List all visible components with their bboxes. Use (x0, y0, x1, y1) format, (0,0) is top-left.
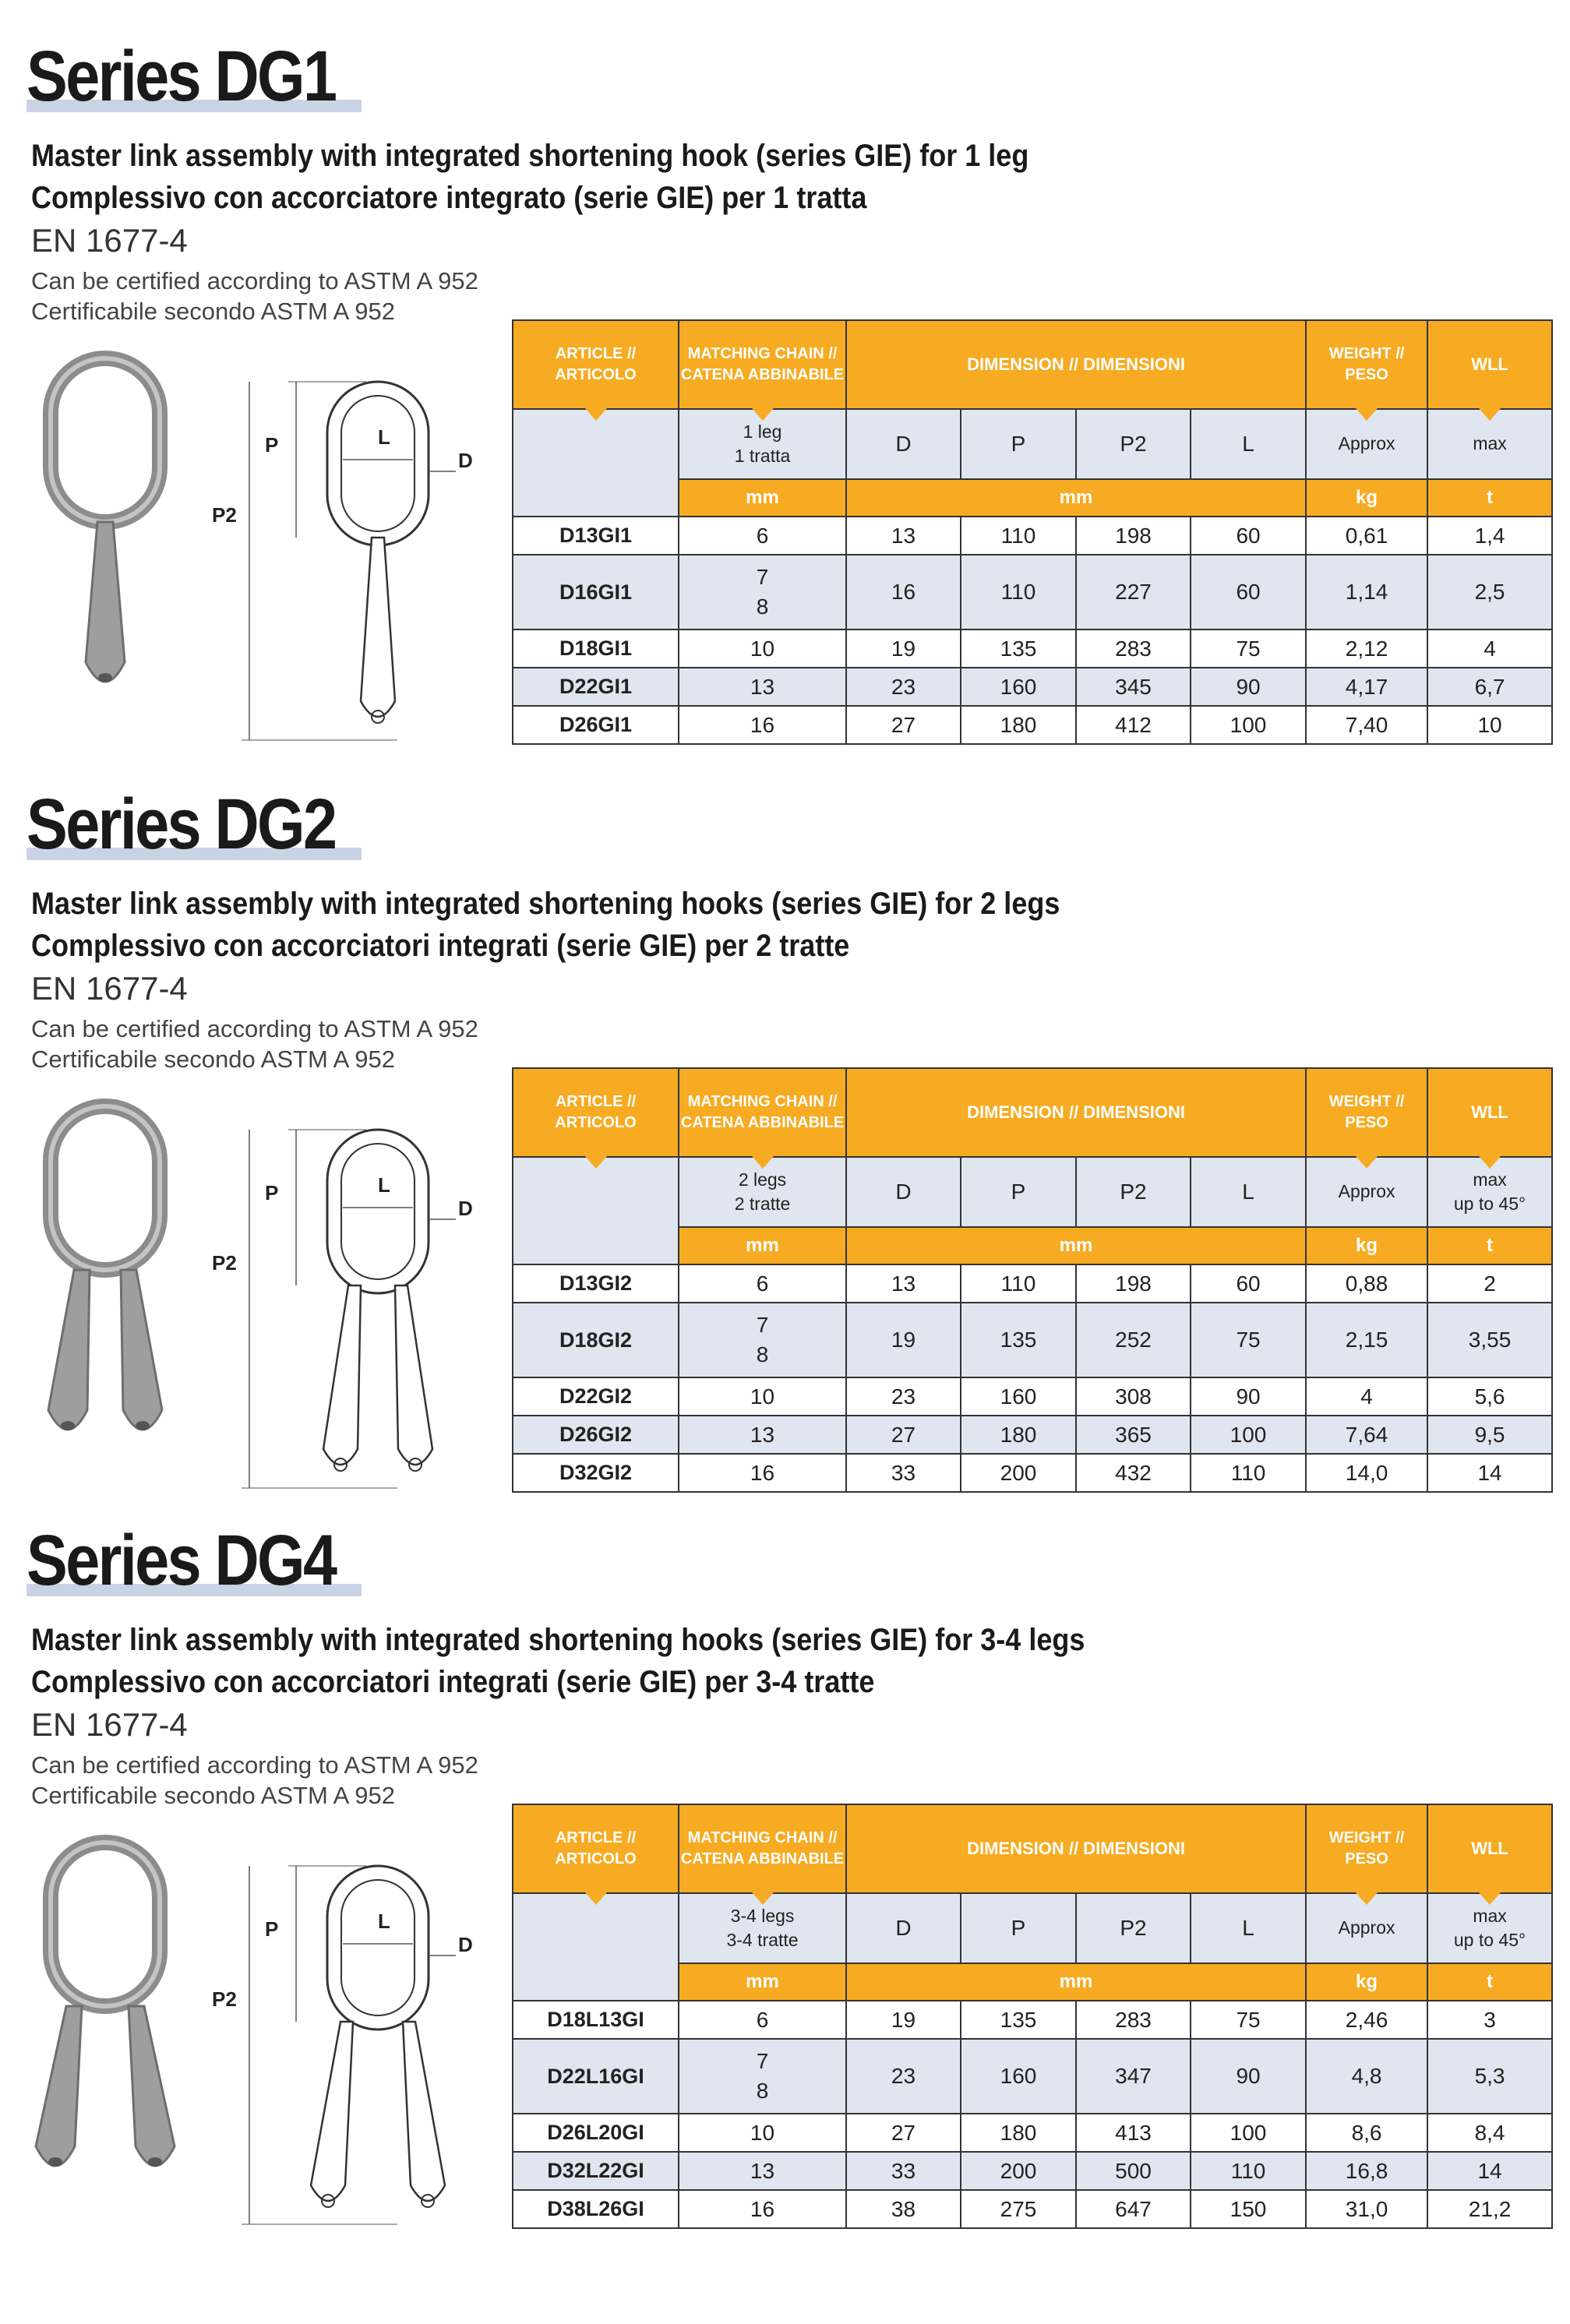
subtitle-italian: Complessivo con accorciatori integrati (serie GIE) per 2 tratte (31, 929, 850, 963)
unit-weight: kg (1306, 479, 1427, 517)
header-matching-chain: MATCHING CHAIN // CATENA ABBINABILE (679, 320, 846, 409)
cell-p: 180 (961, 1416, 1076, 1454)
header-article: ARTICLE // ARTICOLO (513, 1804, 679, 1893)
specification-table (512, 1067, 1553, 1493)
cell-p2: 198 (1076, 517, 1191, 555)
cell-p: 180 (961, 706, 1076, 744)
cell-d: 27 (846, 2114, 961, 2152)
cell-wll: 3,55 (1427, 1303, 1552, 1377)
cell-l: 60 (1191, 555, 1306, 629)
cell-l: 90 (1191, 1377, 1306, 1416)
cell-p: 200 (961, 1454, 1076, 1492)
cell-chain: 7 8 (679, 1303, 846, 1377)
cell-l: 60 (1191, 1264, 1306, 1303)
cell-p: 275 (961, 2190, 1076, 2228)
label-l: L (378, 1173, 390, 1197)
table-row (513, 668, 1552, 706)
header-weight: WEIGHT // PESO (1306, 320, 1427, 409)
cell-p: 200 (961, 2152, 1076, 2190)
product-illustration (31, 1819, 514, 2287)
label-d: D (458, 1197, 473, 1220)
cell-d: 23 (846, 2039, 961, 2114)
cell-d: 19 (846, 1303, 961, 1377)
cell-weight: 16,8 (1306, 2152, 1427, 2190)
certification-english: Can be certified according to ASTM A 952 (31, 1751, 478, 1779)
unit-weight: kg (1306, 1963, 1427, 2001)
cell-p: 160 (961, 2039, 1076, 2114)
cell-wll: 5,3 (1427, 2039, 1552, 2114)
photo-master-link (36, 1843, 175, 2167)
cell-wll: 14 (1427, 2152, 1552, 2190)
cell-article: D32L22GI (513, 2152, 679, 2190)
table-row (513, 1303, 1552, 1377)
cell-l: 110 (1191, 2152, 1306, 2190)
subheader-chain: 2 legs 2 tratte (679, 1157, 846, 1227)
cell-l: 150 (1191, 2190, 1306, 2228)
cell-article: D18L13GI (513, 2001, 679, 2039)
table-row (513, 1416, 1552, 1454)
subheader-d: D (846, 409, 961, 479)
table-row (513, 706, 1552, 744)
unit-wll: t (1427, 1227, 1552, 1264)
cell-p2: 252 (1076, 1303, 1191, 1377)
header-matching-chain: MATCHING CHAIN // CATENA ABBINABILE (679, 1804, 846, 1893)
cell-chain: 6 (679, 1264, 846, 1303)
label-l: L (378, 1910, 390, 1933)
cell-l: 100 (1191, 706, 1306, 744)
header-wll: WLL (1427, 320, 1552, 409)
cell-d: 23 (846, 1377, 961, 1416)
cell-chain: 13 (679, 2152, 846, 2190)
certification-italian: Certificabile secondo ASTM A 952 (31, 298, 395, 325)
cell-weight: 1,14 (1306, 555, 1427, 629)
cell-article: D38L26GI (513, 2190, 679, 2228)
table-row (513, 2152, 1552, 2190)
header-matching-chain: MATCHING CHAIN // CATENA ABBINABILE (679, 1068, 846, 1157)
cell-l: 60 (1191, 517, 1306, 555)
unit-chain: mm (679, 1963, 846, 2001)
table-row (513, 517, 1552, 555)
table-row (513, 1377, 1552, 1416)
cell-article: D32GI2 (513, 1454, 679, 1492)
header-weight: WEIGHT // PESO (1306, 1804, 1427, 1893)
cell-l: 100 (1191, 2114, 1306, 2152)
cell-l: 90 (1191, 668, 1306, 706)
cell-p: 110 (961, 555, 1076, 629)
product-illustration (31, 1083, 514, 1550)
cell-d: 27 (846, 706, 961, 744)
cell-weight: 4,8 (1306, 2039, 1427, 2114)
header-dimension: DIMENSION // DIMENSIONI (846, 1068, 1306, 1157)
cell-d: 33 (846, 2152, 961, 2190)
cell-d: 27 (846, 1416, 961, 1454)
cell-p2: 432 (1076, 1454, 1191, 1492)
cell-article: D22L16GI (513, 2039, 679, 2114)
cell-p2: 283 (1076, 2001, 1191, 2039)
subtitle-english: Master link assembly with integrated shortening hook (series GIE) for 1 leg (31, 139, 1029, 173)
cell-p2: 227 (1076, 555, 1191, 629)
cell-chain: 13 (679, 1416, 846, 1454)
unit-wll: t (1427, 1963, 1552, 2001)
cell-weight: 14,0 (1306, 1454, 1427, 1492)
cell-article: D13GI1 (513, 517, 679, 555)
standard-norm: EN 1677-4 (31, 1706, 188, 1743)
product-illustration (31, 335, 514, 802)
cell-weight: 4,17 (1306, 668, 1427, 706)
unit-dimension: mm (846, 479, 1306, 517)
cell-article: D26GI1 (513, 706, 679, 744)
standard-norm: EN 1677-4 (31, 970, 188, 1007)
cell-p: 135 (961, 629, 1076, 668)
cell-weight: 2,15 (1306, 1303, 1427, 1377)
cell-p2: 345 (1076, 668, 1191, 706)
subheader-weight: Approx (1306, 409, 1427, 479)
series-title: Series DG4 (26, 1521, 336, 1600)
cell-wll: 9,5 (1427, 1416, 1552, 1454)
cell-chain: 16 (679, 1454, 846, 1492)
header-article: ARTICLE // ARTICOLO (513, 320, 679, 409)
cell-l: 100 (1191, 1416, 1306, 1454)
header-weight: WEIGHT // PESO (1306, 1068, 1427, 1157)
cell-wll: 4 (1427, 629, 1552, 668)
subheader-chain: 1 leg 1 tratta (679, 409, 846, 479)
cell-l: 75 (1191, 2001, 1306, 2039)
cell-d: 16 (846, 555, 961, 629)
cell-article: D18GI1 (513, 629, 679, 668)
table-row (513, 2114, 1552, 2152)
certification-english: Can be certified according to ASTM A 952 (31, 1015, 478, 1042)
photo-master-link (51, 358, 160, 682)
subheader-l: L (1191, 1157, 1306, 1227)
cell-p2: 412 (1076, 706, 1191, 744)
cell-weight: 8,6 (1306, 2114, 1427, 2152)
cell-l: 110 (1191, 1454, 1306, 1492)
label-p2: P2 (212, 503, 237, 527)
cell-p: 110 (961, 1264, 1076, 1303)
cell-l: 75 (1191, 1303, 1306, 1377)
cell-p: 110 (961, 517, 1076, 555)
subheader-article-blank (513, 1157, 679, 1264)
unit-wll: t (1427, 479, 1552, 517)
cell-p2: 365 (1076, 1416, 1191, 1454)
cell-wll: 21,2 (1427, 2190, 1552, 2228)
label-d: D (458, 1933, 473, 1956)
cell-wll: 3 (1427, 2001, 1552, 2039)
cell-chain: 16 (679, 706, 846, 744)
unit-dimension: mm (846, 1227, 1306, 1264)
cell-d: 13 (846, 1264, 961, 1303)
cell-d: 19 (846, 629, 961, 668)
table-row (513, 1264, 1552, 1303)
subheader-article-blank (513, 1893, 679, 2001)
table-row (513, 629, 1552, 668)
certification-english: Can be certified according to ASTM A 952 (31, 267, 478, 294)
cell-p: 135 (961, 1303, 1076, 1377)
cell-p2: 500 (1076, 2152, 1191, 2190)
label-p: P (265, 433, 279, 457)
cell-chain: 7 8 (679, 555, 846, 629)
cell-article: D26L20GI (513, 2114, 679, 2152)
cell-article: D22GI2 (513, 1377, 679, 1416)
cell-p2: 283 (1076, 629, 1191, 668)
cell-wll: 5,6 (1427, 1377, 1552, 1416)
header-article: ARTICLE // ARTICOLO (513, 1068, 679, 1157)
series-title: Series DG1 (26, 37, 336, 116)
cell-l: 75 (1191, 629, 1306, 668)
cell-d: 33 (846, 1454, 961, 1492)
table-row (513, 1454, 1552, 1492)
subheader-l: L (1191, 409, 1306, 479)
cell-weight: 7,64 (1306, 1416, 1427, 1454)
table-row (513, 555, 1552, 629)
cell-weight: 0,88 (1306, 1264, 1427, 1303)
cell-d: 23 (846, 668, 961, 706)
unit-dimension: mm (846, 1963, 1306, 2001)
specification-table (512, 319, 1553, 745)
cell-weight: 2,12 (1306, 629, 1427, 668)
table-row (513, 2039, 1552, 2114)
table-row (513, 2190, 1552, 2228)
cell-wll: 14 (1427, 1454, 1552, 1492)
table-body (513, 2001, 1552, 2228)
cell-wll: 1,4 (1427, 517, 1552, 555)
subheader-wll: max up to 45° (1427, 1893, 1552, 1963)
cell-weight: 2,46 (1306, 2001, 1427, 2039)
subheader-p: P (961, 1157, 1076, 1227)
unit-chain: mm (679, 479, 846, 517)
cell-wll: 8,4 (1427, 2114, 1552, 2152)
cell-p: 160 (961, 1377, 1076, 1416)
subheader-l: L (1191, 1893, 1306, 1963)
header-dimension: DIMENSION // DIMENSIONI (846, 1804, 1306, 1893)
label-l: L (378, 425, 390, 449)
label-p2: P2 (212, 1987, 237, 2011)
cell-p: 180 (961, 2114, 1076, 2152)
cell-article: D18GI2 (513, 1303, 679, 1377)
subheader-p2: P2 (1076, 1157, 1191, 1227)
subheader-d: D (846, 1157, 961, 1227)
cell-d: 13 (846, 517, 961, 555)
cell-chain: 13 (679, 668, 846, 706)
cell-weight: 4 (1306, 1377, 1427, 1416)
certification-italian: Certificabile secondo ASTM A 952 (31, 1046, 395, 1073)
series-title: Series DG2 (26, 785, 336, 864)
subheader-wll: max up to 45° (1427, 1157, 1552, 1227)
cell-d: 38 (846, 2190, 961, 2228)
cell-wll: 6,7 (1427, 668, 1552, 706)
label-d: D (458, 449, 473, 472)
cell-chain: 7 8 (679, 2039, 846, 2114)
certification-italian: Certificabile secondo ASTM A 952 (31, 1782, 395, 1809)
cell-article: D16GI1 (513, 555, 679, 629)
cell-p2: 198 (1076, 1264, 1191, 1303)
cell-p2: 347 (1076, 2039, 1191, 2114)
label-p2: P2 (212, 1251, 237, 1275)
subheader-p: P (961, 1893, 1076, 1963)
cell-article: D26GI2 (513, 1416, 679, 1454)
cell-weight: 0,61 (1306, 517, 1427, 555)
unit-weight: kg (1306, 1227, 1427, 1264)
subheader-article-blank (513, 409, 679, 517)
subheader-p: P (961, 409, 1076, 479)
cell-p2: 308 (1076, 1377, 1191, 1416)
table-row (513, 2001, 1552, 2039)
subheader-chain: 3-4 legs 3-4 tratte (679, 1893, 846, 1963)
table-body (513, 1264, 1552, 1492)
subtitle-italian: Complessivo con accorciatore integrato (serie GIE) per 1 tratta (31, 181, 867, 215)
subtitle-english: Master link assembly with integrated shortening hooks (series GIE) for 2 legs (31, 887, 1060, 921)
cell-article: D13GI2 (513, 1264, 679, 1303)
header-wll: WLL (1427, 1068, 1552, 1157)
specification-table (512, 1804, 1553, 2229)
table-body (513, 517, 1552, 744)
cell-p2: 647 (1076, 2190, 1191, 2228)
cell-p: 160 (961, 668, 1076, 706)
standard-norm: EN 1677-4 (31, 222, 188, 259)
cell-chain: 6 (679, 2001, 846, 2039)
cell-chain: 6 (679, 517, 846, 555)
cell-chain: 10 (679, 2114, 846, 2152)
subheader-p2: P2 (1076, 409, 1191, 479)
subtitle-italian: Complessivo con accorciatori integrati (serie GIE) per 3-4 tratte (31, 1665, 875, 1699)
subtitle-english: Master link assembly with integrated shortening hooks (series GIE) for 3-4 legs (31, 1623, 1085, 1657)
cell-chain: 16 (679, 2190, 846, 2228)
subheader-wll: max (1427, 409, 1552, 479)
subheader-weight: Approx (1306, 1893, 1427, 1963)
cell-l: 90 (1191, 2039, 1306, 2114)
cell-wll: 2 (1427, 1264, 1552, 1303)
cell-d: 19 (846, 2001, 961, 2039)
cell-wll: 10 (1427, 706, 1552, 744)
cell-article: D22GI1 (513, 668, 679, 706)
label-p: P (265, 1917, 279, 1941)
cell-chain: 10 (679, 629, 846, 668)
cell-weight: 31,0 (1306, 2190, 1427, 2228)
subheader-weight: Approx (1306, 1157, 1427, 1227)
cell-p2: 413 (1076, 2114, 1191, 2152)
label-p: P (265, 1181, 279, 1204)
subheader-d: D (846, 1893, 961, 1963)
cell-wll: 2,5 (1427, 555, 1552, 629)
subheader-p2: P2 (1076, 1893, 1191, 1963)
photo-master-link (48, 1106, 162, 1430)
unit-chain: mm (679, 1227, 846, 1264)
header-wll: WLL (1427, 1804, 1552, 1893)
cell-chain: 10 (679, 1377, 846, 1416)
cell-weight: 7,40 (1306, 706, 1427, 744)
cell-p: 135 (961, 2001, 1076, 2039)
header-dimension: DIMENSION // DIMENSIONI (846, 320, 1306, 409)
